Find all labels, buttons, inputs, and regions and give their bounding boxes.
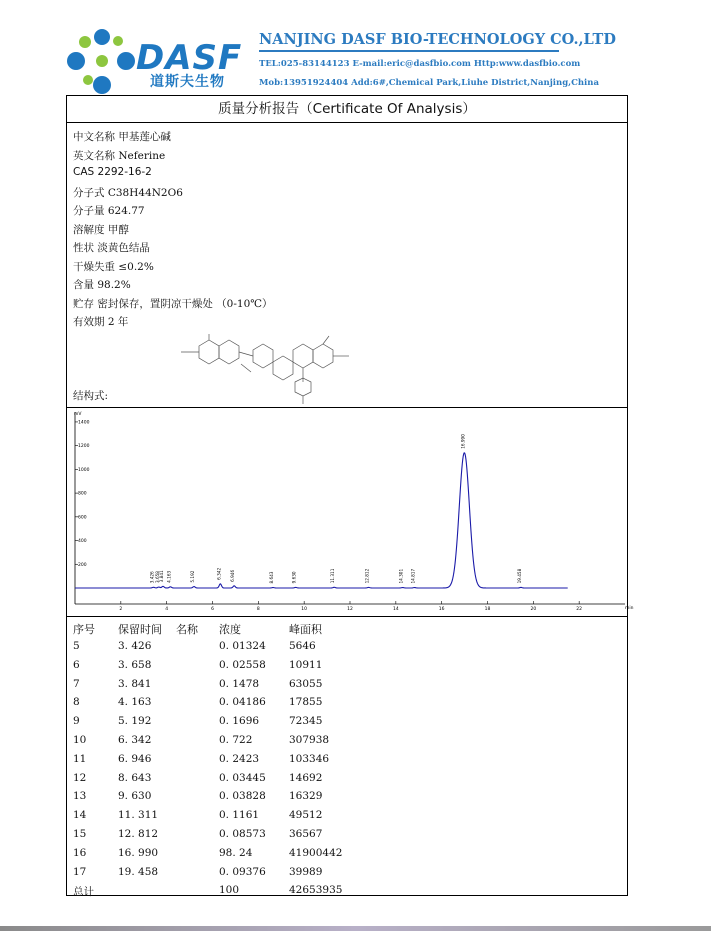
row-index: 12: [73, 771, 87, 784]
y-tick-label: 1200: [78, 444, 90, 450]
row-concentration: 0. 02558: [219, 658, 266, 671]
total-concentration: 100: [219, 884, 240, 897]
molecular-formula: 分子式 C38H44N2O6: [73, 187, 183, 199]
cas-number: CAS 2292-16-2: [73, 166, 152, 178]
contact-line-2: Mob:13951924404 Add:6#,Chemical Park,Liuhe District,Nanjing,China: [259, 78, 599, 88]
peak-label: 3.658: [154, 571, 160, 584]
row-peak-area: 39989: [289, 865, 323, 878]
molecular-weight: 分子量 624.77: [73, 205, 145, 217]
x-tick-label: 22: [576, 607, 583, 612]
loss-on-drying: 干燥失重 ≤0.2%: [73, 261, 154, 273]
row-concentration: 0. 1161: [219, 809, 260, 822]
y-tick-label: 600: [78, 515, 87, 521]
y-unit-label: mV: [74, 412, 82, 417]
peak-label: 5.192: [189, 570, 195, 583]
row-index: 5: [73, 640, 80, 652]
appearance: 性状 淡黄色结晶: [73, 242, 150, 254]
total-peak-area: 42653935: [289, 884, 343, 897]
row-concentration: 0. 1696: [219, 715, 260, 728]
footer-bar: [0, 926, 711, 931]
company-name: NANJING DASF BIO-TECHNOLOGY CO.,LTD: [259, 31, 616, 48]
row-concentration: 0. 1478: [219, 677, 260, 690]
row-retention-time: 6. 342: [118, 734, 152, 746]
peak-label: 6.342: [216, 567, 222, 580]
row-index: 11: [73, 752, 87, 765]
peak-table: [67, 617, 627, 899]
x-tick-label: 20: [530, 607, 537, 612]
solubility: 溶解度 甲醇: [73, 224, 129, 236]
row-retention-time: 3. 658: [118, 658, 152, 671]
row-index: 10: [73, 734, 87, 746]
row-index: 17: [73, 865, 87, 878]
row-retention-time: 11. 311: [118, 809, 159, 822]
row-index: 16: [73, 846, 87, 859]
row-index: 9: [73, 715, 80, 728]
row-concentration: 98. 24: [219, 846, 253, 859]
row-index: 13: [73, 790, 87, 803]
row-peak-area: 17855: [289, 696, 323, 709]
x-tick-label: 4: [165, 607, 169, 612]
row-index: 15: [73, 828, 87, 840]
peak-label: 14.817: [410, 568, 416, 584]
row-peak-area: 41900442: [289, 846, 343, 859]
row-retention-time: 9. 630: [118, 790, 152, 803]
peak-label: 9.630: [291, 571, 297, 584]
peak-label: 16.990: [460, 434, 466, 449]
english-name: 英文名称 Neferine: [73, 150, 166, 162]
row-concentration: 0. 03828: [219, 790, 266, 803]
row-retention-time: 3. 841: [118, 677, 152, 690]
row-retention-time: 16. 990: [118, 846, 159, 859]
header-name: 名称: [176, 623, 198, 636]
x-tick-label: 12: [347, 607, 353, 612]
row-concentration: 0. 04186: [219, 696, 266, 709]
row-retention-time: 4. 163: [118, 696, 152, 709]
peak-label: 6.946: [230, 569, 236, 582]
product-info: [67, 123, 627, 408]
row-retention-time: 8. 643: [118, 771, 152, 784]
certificate-table: [66, 95, 634, 899]
structure-label: 结构式:: [73, 390, 109, 402]
peak-label: 4.163: [166, 570, 172, 583]
row-peak-area: 72345: [289, 715, 323, 728]
y-tick-label: 1400: [78, 420, 90, 426]
row-concentration: 0. 722: [219, 734, 253, 746]
y-tick-label: 200: [78, 562, 87, 568]
row-retention-time: 6. 946: [118, 752, 152, 765]
storage: 贮存 密封保存，置阴凉干燥处 （0-10℃）: [73, 298, 273, 310]
row-peak-area: 63055: [289, 677, 323, 690]
hplc-chromatogram: [67, 408, 634, 617]
row-peak-area: 5646: [289, 640, 316, 652]
x-tick-label: 14: [392, 607, 399, 612]
row-concentration: 0. 2423: [219, 752, 260, 765]
company-logo-icon: [66, 27, 138, 97]
x-tick-label: 6: [211, 607, 214, 612]
row-concentration: 0. 09376: [219, 865, 266, 878]
total-label: 总计: [73, 886, 94, 899]
x-tick-label: 16: [438, 607, 445, 612]
row-peak-area: 307938: [289, 734, 330, 746]
letterhead: [0, 0, 711, 95]
header-concentration: 浓度: [219, 623, 241, 636]
x-unit-label: min: [625, 606, 634, 611]
row-peak-area: 16329: [289, 790, 323, 803]
logo-text: DASF: [136, 38, 243, 78]
row-peak-area: 10911: [289, 658, 323, 671]
purity: 含量 98.2%: [73, 279, 131, 291]
peak-label: 3.426: [149, 571, 155, 584]
signal-trace: [75, 453, 568, 588]
row-index: 7: [73, 677, 80, 690]
x-tick-label: 18: [484, 607, 491, 612]
row-concentration: 0. 08573: [219, 828, 266, 840]
peak-label: 19.458: [516, 568, 522, 584]
peak-label: 11.311: [330, 568, 336, 584]
peak-label: 12.812: [364, 568, 370, 584]
structure-diagram: [171, 334, 371, 409]
company-underline: [259, 50, 559, 52]
validity: 有效期 2 年: [73, 316, 129, 328]
peak-label: 14.301: [398, 568, 404, 584]
row-index: 6: [73, 658, 80, 671]
y-tick-label: 1000: [78, 467, 90, 473]
row-peak-area: 14692: [289, 771, 323, 784]
contact-line-1: TEL:025-83144123 E-mail:eric@dasfbio.com Http:www.dasfbio.com: [259, 59, 581, 69]
peak-label: 8.643: [269, 571, 275, 584]
x-tick-label: 10: [301, 607, 308, 612]
row-retention-time: 19. 458: [118, 865, 159, 878]
row-retention-time: 5. 192: [118, 715, 152, 728]
row-peak-area: 103346: [289, 752, 330, 765]
row-index: 8: [73, 696, 80, 709]
logo-chinese-name: 道斯夫生物: [150, 74, 225, 90]
row-peak-area: 36567: [289, 828, 323, 840]
row-concentration: 0. 03445: [219, 771, 266, 784]
row-retention-time: 12. 812: [118, 828, 159, 840]
chinese-name: 中文名称 甲基莲心碱: [73, 131, 171, 143]
row-retention-time: 3. 426: [118, 640, 152, 652]
row-peak-area: 49512: [289, 809, 323, 822]
row-concentration: 0. 01324: [219, 640, 266, 652]
x-tick-label: 8: [256, 607, 260, 612]
header-index: 序号: [73, 623, 95, 636]
y-tick-label: 400: [78, 539, 87, 545]
peak-label: 3.841: [159, 570, 165, 583]
header-peak-area: 峰面积: [289, 623, 322, 636]
certificate-title: 质量分析报告（Certificate Of Analysis）: [67, 96, 627, 123]
header-retention-time: 保留时间: [118, 623, 162, 636]
chromatogram-plot: [67, 408, 634, 616]
row-index: 14: [73, 809, 87, 822]
x-tick-label: 2: [119, 607, 123, 612]
y-tick-label: 800: [78, 491, 87, 497]
